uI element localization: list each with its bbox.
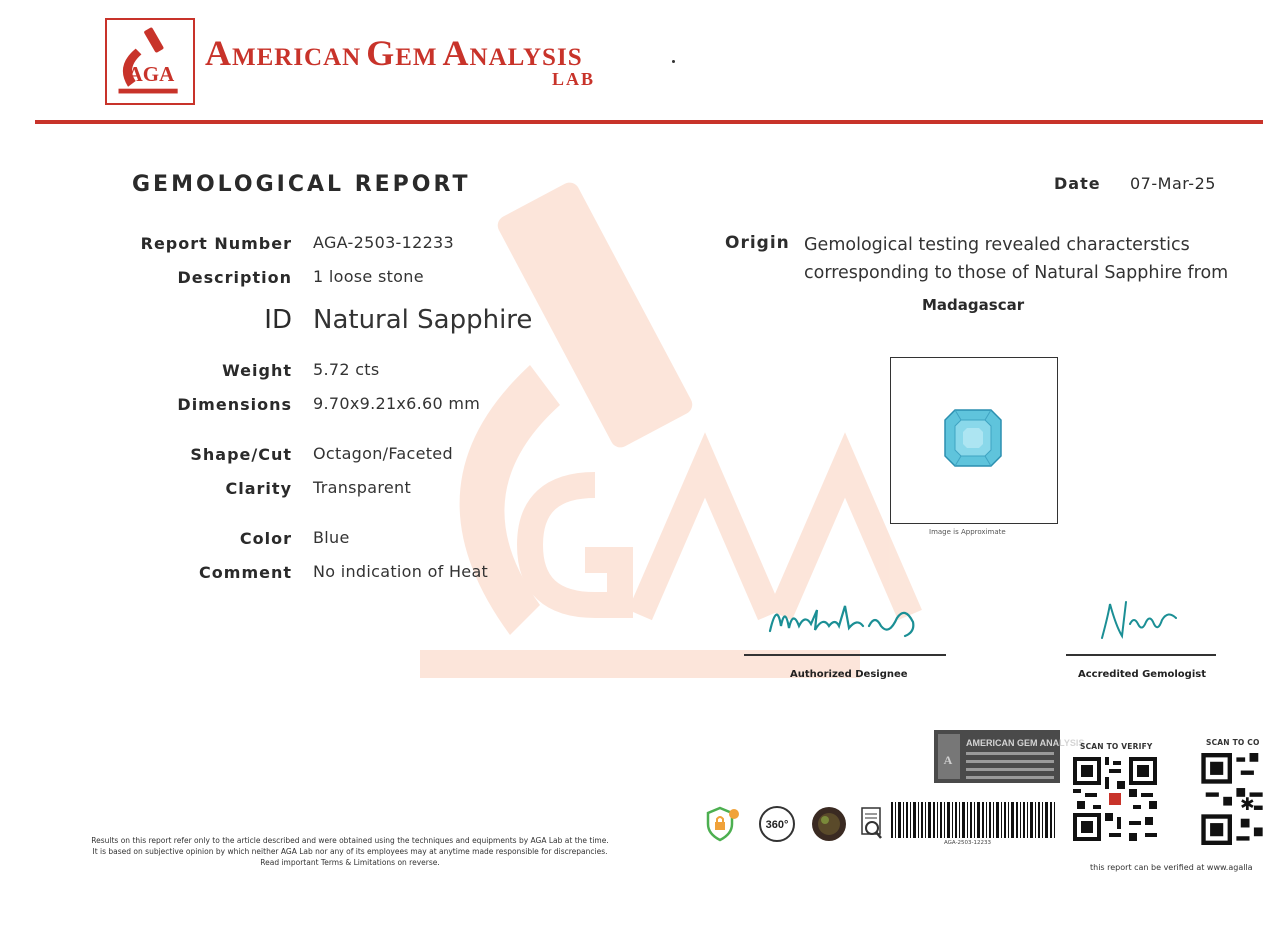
shield-lock-icon — [708, 808, 739, 840]
microscope-base — [119, 89, 178, 94]
date-value: 07-Mar-25 — [1130, 174, 1216, 193]
brand-rest-1: MERICAN — [232, 44, 362, 71]
id-value: Natural Sapphire — [313, 305, 533, 335]
brand-lab: LAB — [552, 69, 596, 89]
comment-value: No indication of Heat — [313, 562, 489, 581]
aga-logo — [105, 18, 195, 105]
id-label: ID — [264, 305, 292, 335]
verify-qr-code[interactable] — [1073, 757, 1157, 841]
barcode — [889, 802, 1057, 838]
comment-label: Comment — [199, 563, 292, 582]
badge-360-text: 360° — [765, 819, 789, 831]
stone-photo — [890, 357, 1058, 524]
image-caption: Image is Approximate — [929, 528, 1006, 536]
header-divider — [35, 120, 1263, 124]
color-label: Color — [239, 529, 292, 548]
barcode-number: AGA-2503-12233 — [944, 840, 992, 846]
dimensions-value: 9.70x9.21x6.60 mm — [313, 394, 481, 413]
disclaimer-line-1: Results on this report refer only to the article described and were obtained using the techniques and equipments by AGA Lab at the time. — [91, 836, 609, 845]
shape-cut-label: Shape/Cut — [190, 445, 292, 464]
badge-row — [704, 804, 884, 844]
date-label: Date — [1054, 174, 1101, 193]
logo-text: AGA — [127, 62, 175, 87]
disclaimer-line-3: Read important Terms & Limitations on reverse. — [260, 858, 440, 867]
svg-text:✱: ✱ — [1239, 794, 1255, 815]
designee-caption: Authorized Designee — [790, 669, 908, 680]
disclaimer — [50, 835, 650, 868]
weight-label: Weight — [222, 361, 292, 380]
brand-initial-3: A — [442, 33, 470, 73]
report-number-label: Report Number — [140, 234, 292, 253]
brand-name — [205, 32, 583, 74]
brand-rest-2: EM — [395, 44, 438, 71]
stray-dot — [672, 60, 675, 63]
verify-note: this report can be verified at www.agalla — [1090, 863, 1253, 872]
brand-initial-1: A — [205, 33, 232, 73]
gem-sphere-icon — [812, 807, 846, 841]
scan-verify-label: SCAN TO VERIFY — [1080, 742, 1153, 751]
weight-value: 5.72 cts — [313, 360, 380, 379]
color-value: Blue — [313, 528, 350, 547]
hologram-text: AMERICAN GEM ANALYSIS — [966, 738, 1085, 748]
report-number-value: AGA-2503-12233 — [313, 233, 455, 252]
description-label: Description — [177, 268, 292, 287]
brand-initial-2: G — [366, 33, 396, 73]
designee-signature — [765, 596, 930, 646]
scan-co-label: SCAN TO CO — [1206, 738, 1260, 747]
gemologist-signature — [1098, 596, 1188, 644]
svg-text:A: A — [943, 753, 953, 767]
designee-signature-line — [744, 654, 946, 656]
document-magnifier-icon — [862, 808, 881, 838]
gemologist-caption: Accredited Gemologist — [1078, 669, 1206, 680]
disclaimer-line-2: It is based on subjective opinion by which neither AGA Lab nor any of its employees may at anytime made responsible for discrepancies. — [92, 847, 608, 856]
origin-text: Gemological testing revealed characterstics corresponding to those of Natural Sapphire from — [804, 235, 1229, 283]
origin-place: Madagascar — [922, 296, 1025, 314]
hologram-seal — [934, 730, 1085, 783]
shape-cut-value: Octagon/Faceted — [313, 444, 453, 463]
origin-label: Origin — [725, 233, 790, 253]
brand-rest-3: NALYSIS — [469, 44, 583, 71]
clarity-label: Clarity — [225, 479, 292, 498]
report-title: GEMOLOGICAL REPORT — [132, 172, 471, 197]
microscope-tube — [143, 27, 164, 53]
clarity-value: Transparent — [313, 478, 412, 497]
description-value: 1 loose stone — [313, 267, 424, 286]
gemologist-signature-line — [1066, 654, 1216, 656]
secondary-qr-code[interactable] — [1201, 753, 1263, 845]
rotation-360-icon — [760, 807, 794, 841]
sapphire-image — [891, 358, 1059, 525]
dimensions-label: Dimensions — [177, 395, 292, 414]
